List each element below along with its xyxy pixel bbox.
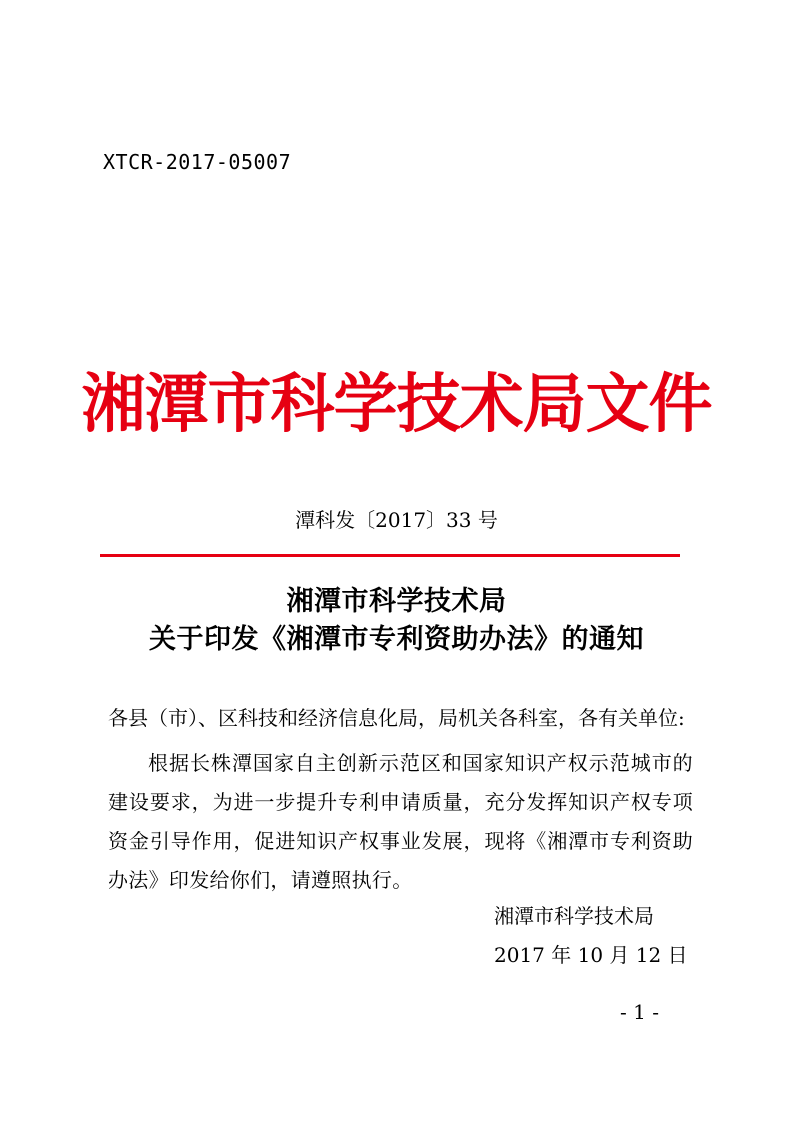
notice-title-line-1: 湘潭市科学技术局 — [286, 586, 507, 617]
signature-date: 2017 年 10 月 12 日 — [494, 943, 688, 967]
salutation: 各县（市）、区科技和经济信息化局，局机关各科室，各有关单位: — [108, 706, 685, 730]
red-divider-line — [100, 554, 680, 557]
page-number: - 1 - — [620, 1000, 659, 1024]
notice-title-line-2: 关于印发《湘潭市专利资助办法》的通知 — [149, 624, 644, 655]
document-number: 潭科发〔2017〕33 号 — [295, 508, 498, 532]
document-code: XTCR-2017-05007 — [103, 150, 292, 174]
body-paragraph: 根据长株潭国家自主创新示范区和国家知识产权示范城市的建设要求，为进一步提升专利申请质量，充分发挥知识产权专项资金引导作用，促进知识产权事业发展，现将《湘潭市专利资助办法》印发给你们，请遵照执行。 — [108, 751, 693, 892]
masthead-title: 湘潭市科学技术局文件 — [81, 367, 712, 442]
signature-organization: 湘潭市科学技术局 — [494, 904, 654, 928]
